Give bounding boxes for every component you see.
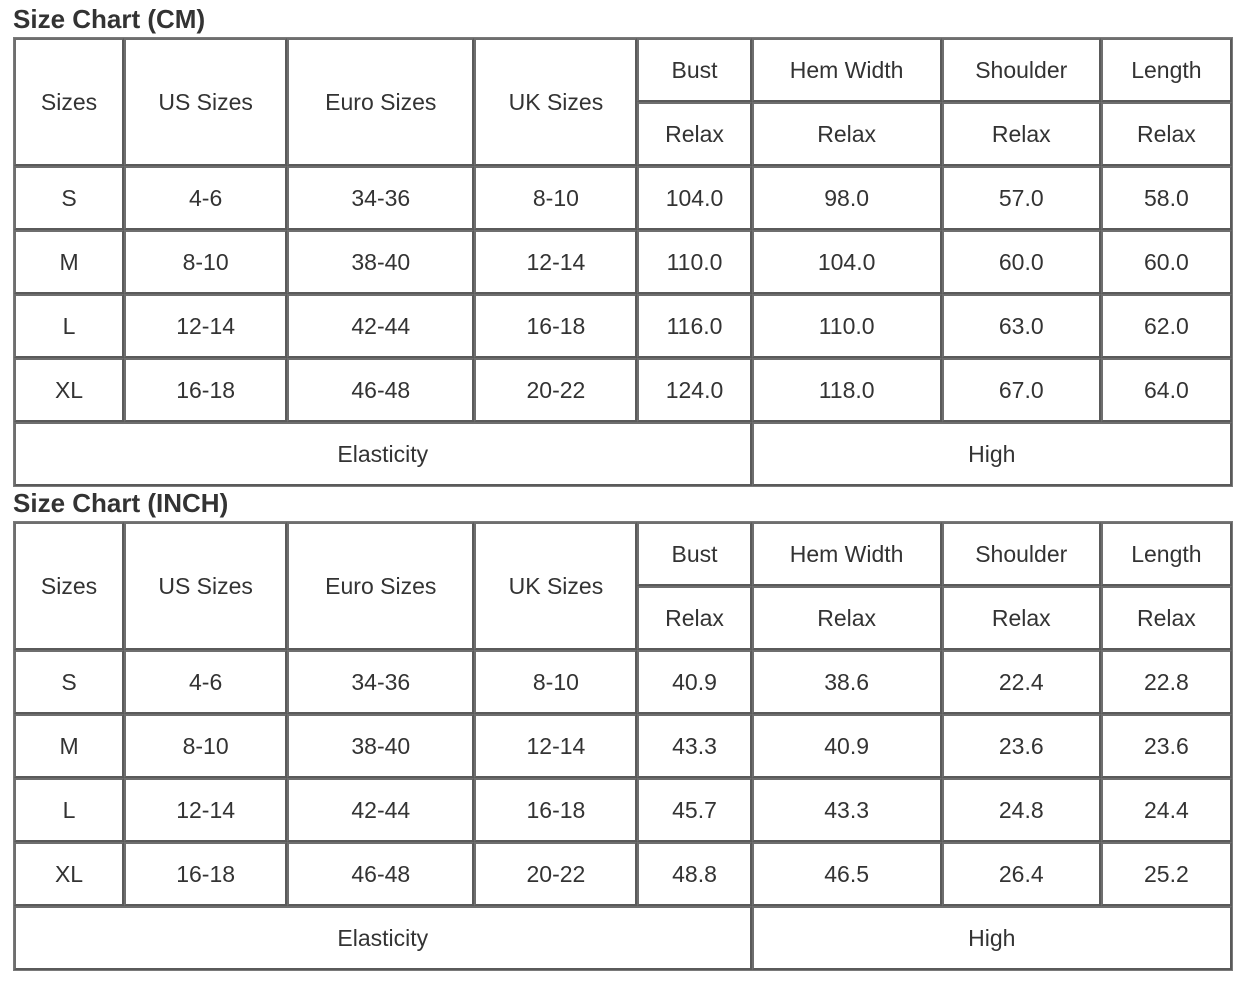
elasticity-value: High bbox=[752, 422, 1232, 486]
cell-bust: 110.0 bbox=[637, 230, 751, 294]
cell-us-size: 4-6 bbox=[124, 650, 287, 714]
elasticity-row bbox=[14, 422, 1232, 486]
elasticity-value: High bbox=[752, 906, 1232, 970]
cell-hem-width: 38.6 bbox=[752, 650, 942, 714]
cell-length: 22.8 bbox=[1101, 650, 1232, 714]
fit-length: Relax bbox=[1101, 586, 1232, 650]
header-sizes: Sizes bbox=[14, 522, 124, 650]
cell-length: 64.0 bbox=[1101, 358, 1232, 422]
cell-us-size: 8-10 bbox=[124, 230, 287, 294]
header-bust: Bust bbox=[637, 38, 751, 102]
fit-hem-width: Relax bbox=[752, 586, 942, 650]
header-uk-sizes: UK Sizes bbox=[474, 522, 637, 650]
cell-uk-size: 20-22 bbox=[474, 358, 637, 422]
header-row bbox=[14, 38, 1232, 102]
cell-size: M bbox=[14, 230, 124, 294]
cell-shoulder: 22.4 bbox=[942, 650, 1101, 714]
header-row bbox=[14, 522, 1232, 586]
cell-bust: 40.9 bbox=[637, 650, 751, 714]
cell-euro-size: 46-48 bbox=[287, 842, 474, 906]
cell-bust: 104.0 bbox=[637, 166, 751, 230]
fit-bust: Relax bbox=[637, 102, 751, 166]
cell-uk-size: 20-22 bbox=[474, 842, 637, 906]
cell-bust: 116.0 bbox=[637, 294, 751, 358]
cell-bust: 48.8 bbox=[637, 842, 751, 906]
chart-title-inch: Size Chart (INCH) bbox=[13, 488, 229, 518]
cell-euro-size: 46-48 bbox=[287, 358, 474, 422]
cell-hem-width: 46.5 bbox=[752, 842, 942, 906]
header-euro-sizes: Euro Sizes bbox=[287, 38, 474, 166]
cell-shoulder: 60.0 bbox=[942, 230, 1101, 294]
cell-hem-width: 40.9 bbox=[752, 714, 942, 778]
header-hem-width: Hem Width bbox=[752, 38, 942, 102]
cell-us-size: 4-6 bbox=[124, 166, 287, 230]
cell-bust: 43.3 bbox=[637, 714, 751, 778]
elasticity-label: Elasticity bbox=[14, 906, 752, 970]
cell-length: 24.4 bbox=[1101, 778, 1232, 842]
header-us-sizes: US Sizes bbox=[124, 522, 287, 650]
cell-size: XL bbox=[14, 842, 124, 906]
fit-shoulder: Relax bbox=[942, 102, 1101, 166]
header-uk-sizes: UK Sizes bbox=[474, 38, 637, 166]
cell-uk-size: 16-18 bbox=[474, 778, 637, 842]
header-length: Length bbox=[1101, 38, 1232, 102]
cell-euro-size: 34-36 bbox=[287, 650, 474, 714]
header-shoulder: Shoulder bbox=[942, 522, 1101, 586]
header-shoulder: Shoulder bbox=[942, 38, 1101, 102]
cell-length: 62.0 bbox=[1101, 294, 1232, 358]
cell-size: L bbox=[14, 778, 124, 842]
size-table-cm bbox=[13, 37, 1233, 487]
cell-bust: 124.0 bbox=[637, 358, 751, 422]
table-row bbox=[14, 294, 1232, 358]
cell-shoulder: 57.0 bbox=[942, 166, 1101, 230]
cell-hem-width: 43.3 bbox=[752, 778, 942, 842]
cell-size: S bbox=[14, 166, 124, 230]
cell-hem-width: 104.0 bbox=[752, 230, 942, 294]
cell-hem-width: 110.0 bbox=[752, 294, 942, 358]
header-euro-sizes: Euro Sizes bbox=[287, 522, 474, 650]
cell-shoulder: 67.0 bbox=[942, 358, 1101, 422]
cell-length: 58.0 bbox=[1101, 166, 1232, 230]
cell-us-size: 12-14 bbox=[124, 294, 287, 358]
cell-uk-size: 16-18 bbox=[474, 294, 637, 358]
fit-hem-width: Relax bbox=[752, 102, 942, 166]
cell-euro-size: 42-44 bbox=[287, 778, 474, 842]
cell-euro-size: 38-40 bbox=[287, 230, 474, 294]
cell-hem-width: 118.0 bbox=[752, 358, 942, 422]
table-row bbox=[14, 166, 1232, 230]
cell-uk-size: 12-14 bbox=[474, 714, 637, 778]
cell-size: M bbox=[14, 714, 124, 778]
cell-shoulder: 63.0 bbox=[942, 294, 1101, 358]
cell-uk-size: 8-10 bbox=[474, 650, 637, 714]
cell-length: 23.6 bbox=[1101, 714, 1232, 778]
cell-shoulder: 24.8 bbox=[942, 778, 1101, 842]
table-row bbox=[14, 358, 1232, 422]
chart-title-cm: Size Chart (CM) bbox=[13, 4, 206, 34]
elasticity-label: Elasticity bbox=[14, 422, 752, 486]
cell-size: L bbox=[14, 294, 124, 358]
cell-uk-size: 12-14 bbox=[474, 230, 637, 294]
cell-us-size: 8-10 bbox=[124, 714, 287, 778]
cell-us-size: 16-18 bbox=[124, 358, 287, 422]
cell-shoulder: 26.4 bbox=[942, 842, 1101, 906]
header-us-sizes: US Sizes bbox=[124, 38, 287, 166]
cell-us-size: 16-18 bbox=[124, 842, 287, 906]
cell-us-size: 12-14 bbox=[124, 778, 287, 842]
table-row bbox=[14, 842, 1232, 906]
fit-bust: Relax bbox=[637, 586, 751, 650]
header-length: Length bbox=[1101, 522, 1232, 586]
cell-uk-size: 8-10 bbox=[474, 166, 637, 230]
cell-length: 25.2 bbox=[1101, 842, 1232, 906]
table-row bbox=[14, 230, 1232, 294]
table-row bbox=[14, 650, 1232, 714]
cell-euro-size: 38-40 bbox=[287, 714, 474, 778]
header-bust: Bust bbox=[637, 522, 751, 586]
cell-bust: 45.7 bbox=[637, 778, 751, 842]
elasticity-row bbox=[14, 906, 1232, 970]
cell-hem-width: 98.0 bbox=[752, 166, 942, 230]
cell-euro-size: 42-44 bbox=[287, 294, 474, 358]
cell-size: S bbox=[14, 650, 124, 714]
cell-size: XL bbox=[14, 358, 124, 422]
table-row bbox=[14, 778, 1232, 842]
fit-length: Relax bbox=[1101, 102, 1232, 166]
cell-shoulder: 23.6 bbox=[942, 714, 1101, 778]
header-sizes: Sizes bbox=[14, 38, 124, 166]
cell-euro-size: 34-36 bbox=[287, 166, 474, 230]
size-table-inch bbox=[13, 521, 1233, 971]
table-row bbox=[14, 714, 1232, 778]
fit-shoulder: Relax bbox=[942, 586, 1101, 650]
cell-length: 60.0 bbox=[1101, 230, 1232, 294]
header-hem-width: Hem Width bbox=[752, 522, 942, 586]
